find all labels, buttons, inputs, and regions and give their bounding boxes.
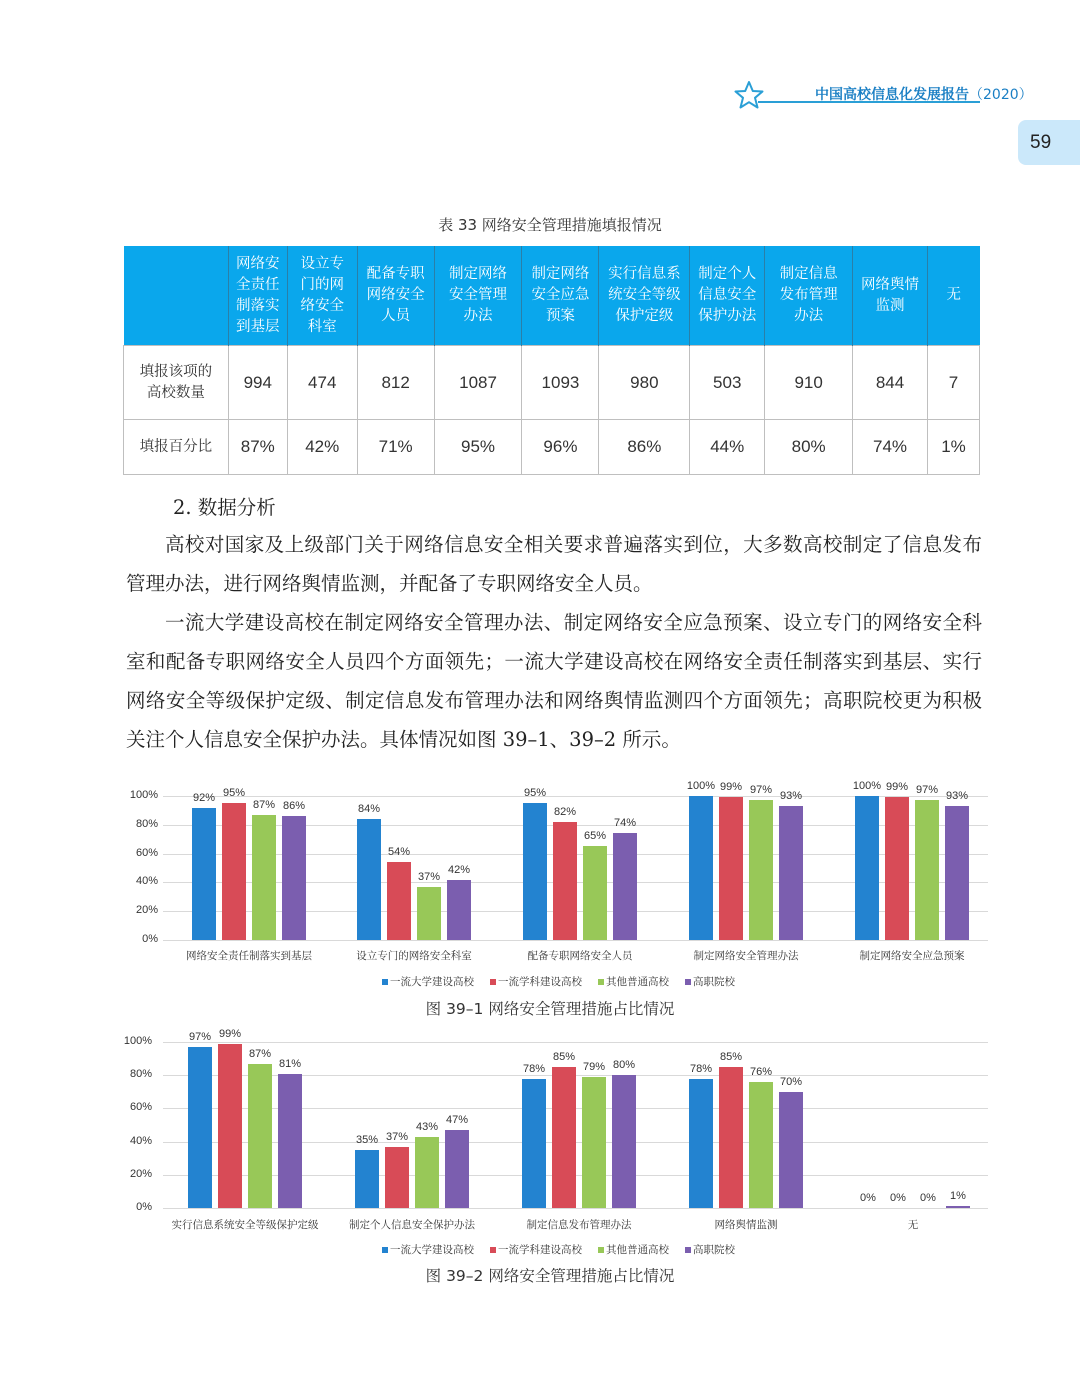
bar <box>248 1064 272 1208</box>
x-axis-category-label: 制定网络安全应急预案 <box>859 950 965 962</box>
paragraph-2: 一流大学建设高校在制定网络安全管理办法、制定网络安全应急预案、设立专门的网络安全科室和配备专职网络安全人员四个方面领先；一流大学建设高校在网络安全责任制落实到基层、实行网络安全等级保护定级、制定信息发布管理办法和网络舆情监测四个方面领先；高职院校更为积极关注个人信息安全保护办法。具体情况如图 39–1、39–2 所示。 <box>126 611 982 751</box>
running-header <box>815 84 1033 104</box>
bar <box>415 1137 439 1208</box>
table-cell: 44% <box>690 420 765 475</box>
table-title: 表 33 网络安全管理措施填报情况 <box>438 216 662 234</box>
table-cell: 1087 <box>434 346 522 420</box>
x-axis-category-label: 设立专门的网络安全科室 <box>356 950 472 962</box>
data-label: 97% <box>749 784 773 797</box>
table-cell: 844 <box>853 346 928 420</box>
bar <box>749 1082 773 1208</box>
bar <box>523 803 547 940</box>
y-axis-tick-label: 40% <box>129 1134 152 1147</box>
legend-swatch <box>382 979 388 985</box>
data-label: 97% <box>915 784 939 797</box>
data-label: 0% <box>920 1192 936 1204</box>
data-label: 97% <box>188 1030 212 1043</box>
data-label: 35% <box>355 1133 379 1146</box>
table-corner-cell <box>124 246 229 346</box>
y-axis-tick-label: 60% <box>129 1101 152 1114</box>
table-cell: 87% <box>228 420 287 475</box>
bar <box>552 1067 576 1208</box>
gridline <box>163 1042 988 1043</box>
data-label: 78% <box>689 1062 713 1075</box>
table-cell: 474 <box>287 346 357 420</box>
y-axis-tick-label: 0% <box>136 1201 152 1213</box>
table-cell: 71% <box>357 420 434 475</box>
y-axis-tick-label: 40% <box>135 875 158 888</box>
bar <box>278 1074 302 1208</box>
table-column-header: 设立专 门的网 络安全 科室 <box>287 246 357 346</box>
data-label: 37% <box>385 1130 409 1143</box>
table-column-header: 制定信息 发布管理 办法 <box>765 246 853 346</box>
legend-label: 一流大学建设高校 <box>390 976 474 988</box>
data-label: 87% <box>252 798 276 811</box>
legend-label: 一流学科建设高校 <box>498 976 582 988</box>
y-axis-tick-label: 20% <box>135 904 158 917</box>
data-label: 85% <box>552 1050 576 1063</box>
data-label: 95% <box>523 787 547 800</box>
table-row <box>124 420 980 475</box>
table-cell: 994 <box>228 346 287 420</box>
data-label: 70% <box>779 1075 803 1088</box>
data-label: 82% <box>553 805 577 818</box>
table-cell: 1093 <box>522 346 599 420</box>
bar <box>282 816 306 940</box>
bar <box>553 822 577 940</box>
data-label: 79% <box>582 1060 606 1073</box>
legend-item <box>490 1242 582 1257</box>
data-label: 74% <box>613 817 637 830</box>
bar <box>522 1079 546 1208</box>
bar <box>447 880 471 940</box>
data-label: 99% <box>218 1027 242 1040</box>
legend-swatch <box>685 1247 691 1253</box>
x-axis-category-label: 实行信息系统安全等级保护定级 <box>171 1219 319 1231</box>
x-axis-category-label: 网络安全责任制落实到基层 <box>186 950 312 962</box>
bar <box>749 800 773 940</box>
bar <box>946 1206 970 1208</box>
page-number: 59 <box>1030 132 1052 153</box>
legend-swatch <box>490 979 496 985</box>
bar <box>192 808 216 940</box>
table-cell: 74% <box>853 420 928 475</box>
section-heading: 2. 数据分析 <box>173 496 276 519</box>
bar <box>779 806 803 940</box>
data-label: 86% <box>282 800 306 813</box>
table-cell: 86% <box>599 420 690 475</box>
data-label: 85% <box>719 1050 743 1063</box>
x-axis-category-label: 制定网络安全管理办法 <box>693 950 799 962</box>
bar <box>355 1150 379 1208</box>
table-cell: 42% <box>287 420 357 475</box>
report-year: （2020） <box>969 87 1033 103</box>
table-column-header: 网络安 全责任 制落实 到基层 <box>228 246 287 346</box>
y-axis-tick-label: 20% <box>129 1167 152 1180</box>
bar <box>188 1047 212 1208</box>
data-label: 99% <box>885 781 909 794</box>
x-axis-category-label: 无 <box>907 1219 919 1231</box>
data-label: 76% <box>749 1065 773 1078</box>
data-table <box>123 246 980 475</box>
table-column-header: 实行信息系 统安全等级 保护定级 <box>599 246 690 346</box>
y-axis-tick-label: 60% <box>135 846 158 859</box>
legend-label: 其他普通高校 <box>606 976 669 988</box>
data-label: 78% <box>522 1062 546 1075</box>
chart-legend <box>382 974 735 989</box>
bar <box>385 1147 409 1208</box>
table-cell: 7 <box>927 346 979 420</box>
data-label: 99% <box>719 781 743 794</box>
bar <box>855 796 879 940</box>
table-column-header: 制定个人 信息安全 保护办法 <box>690 246 765 346</box>
data-label: 54% <box>387 846 411 859</box>
x-axis-category-label: 配备专职网络安全人员 <box>527 950 633 962</box>
table-column-header: 网络舆情 监测 <box>853 246 928 346</box>
legend-item <box>598 1242 669 1257</box>
x-axis-category-label: 网络舆情监测 <box>714 1219 778 1231</box>
bar <box>357 819 381 940</box>
data-label: 93% <box>779 790 803 803</box>
data-label: 0% <box>890 1192 906 1204</box>
bar <box>445 1130 469 1208</box>
table-body <box>124 346 980 475</box>
table-cell: 980 <box>599 346 690 420</box>
bar <box>719 797 743 940</box>
bar <box>613 833 637 940</box>
y-axis-tick-label: 100% <box>129 789 158 801</box>
chart-legend <box>382 1242 735 1257</box>
table-column-header: 制定网络 安全管理 办法 <box>434 246 522 346</box>
bar <box>945 806 969 940</box>
data-label: 47% <box>445 1113 469 1126</box>
bar <box>885 797 909 940</box>
bar <box>915 800 939 940</box>
table-cell: 503 <box>690 346 765 420</box>
data-label: 42% <box>447 863 471 876</box>
bar <box>612 1075 636 1208</box>
data-label: 100% <box>852 780 882 792</box>
bar <box>582 1077 606 1208</box>
table-column-header: 无 <box>927 246 979 346</box>
data-label: 43% <box>415 1120 439 1133</box>
table-row <box>124 346 980 420</box>
legend-swatch <box>598 1247 604 1253</box>
bar <box>222 803 246 940</box>
table-cell: 80% <box>765 420 853 475</box>
legend-label: 一流大学建设高校 <box>390 1244 474 1256</box>
bar <box>417 887 441 940</box>
data-label: 84% <box>357 803 381 816</box>
legend-label: 高职院校 <box>693 1244 735 1256</box>
table-column-header: 制定网络 安全应急 预案 <box>522 246 599 346</box>
y-axis-tick-label: 80% <box>129 1068 152 1081</box>
legend-label: 其他普通高校 <box>606 1244 669 1256</box>
figure-caption: 图 39–2 网络安全管理措施占比情况 <box>425 1267 675 1285</box>
figure-caption: 图 39–1 网络安全管理措施占比情况 <box>425 1000 675 1018</box>
bar <box>779 1092 803 1208</box>
bar <box>689 1079 713 1208</box>
legend-swatch <box>685 979 691 985</box>
legend-label: 一流学科建设高校 <box>498 1244 582 1256</box>
data-label: 87% <box>248 1047 272 1060</box>
legend-item <box>382 974 474 989</box>
data-label: 81% <box>278 1057 302 1070</box>
table-header-row <box>124 246 980 346</box>
y-axis-tick-label: 0% <box>142 933 158 945</box>
bar <box>719 1067 743 1208</box>
bar <box>218 1044 242 1208</box>
legend-item <box>598 974 669 989</box>
gridline <box>163 940 988 941</box>
legend-label: 高职院校 <box>693 976 735 988</box>
legend-swatch <box>598 979 604 985</box>
data-label: 1% <box>950 1190 966 1203</box>
data-label: 0% <box>860 1192 876 1204</box>
table-cell: 96% <box>522 420 599 475</box>
x-axis-category-label: 制定信息发布管理办法 <box>526 1219 632 1231</box>
data-label: 93% <box>945 790 969 803</box>
table-row-header: 填报百分比 <box>124 420 229 475</box>
legend-item <box>382 1242 474 1257</box>
bar <box>689 796 713 940</box>
legend-swatch <box>382 1247 388 1253</box>
data-label: 80% <box>612 1059 636 1072</box>
table-cell: 910 <box>765 346 853 420</box>
y-axis-tick-label: 100% <box>123 1035 152 1047</box>
data-label: 37% <box>417 870 441 883</box>
paragraph-1: 高校对国家及上级部门关于网络信息安全相关要求普遍落实到位，大多数高校制定了信息发布管理办法，进行网络舆情监测，并配备了专职网络安全人员。 <box>126 533 982 595</box>
bar <box>252 815 276 940</box>
y-axis-tick-label: 80% <box>135 817 158 830</box>
report-title: 中国高校信息化发展报告 <box>815 87 969 103</box>
data-label: 95% <box>222 787 246 800</box>
legend-item <box>685 1242 735 1257</box>
table-column-header: 配备专职 网络安全 人员 <box>357 246 434 346</box>
data-label: 92% <box>192 791 216 804</box>
gridline <box>163 1208 988 1209</box>
table-cell: 812 <box>357 346 434 420</box>
star-icon <box>733 80 765 110</box>
data-label: 65% <box>583 830 607 843</box>
table-cell: 1% <box>927 420 979 475</box>
x-axis-category-label: 制定个人信息安全保护办法 <box>349 1219 475 1231</box>
legend-swatch <box>490 1247 496 1253</box>
data-label: 100% <box>686 780 716 792</box>
table-cell: 95% <box>434 420 522 475</box>
bar <box>387 862 411 940</box>
legend-item <box>490 974 582 989</box>
table-row-header: 填报该项的 高校数量 <box>124 346 229 420</box>
legend-item <box>685 974 735 989</box>
bar <box>583 846 607 940</box>
